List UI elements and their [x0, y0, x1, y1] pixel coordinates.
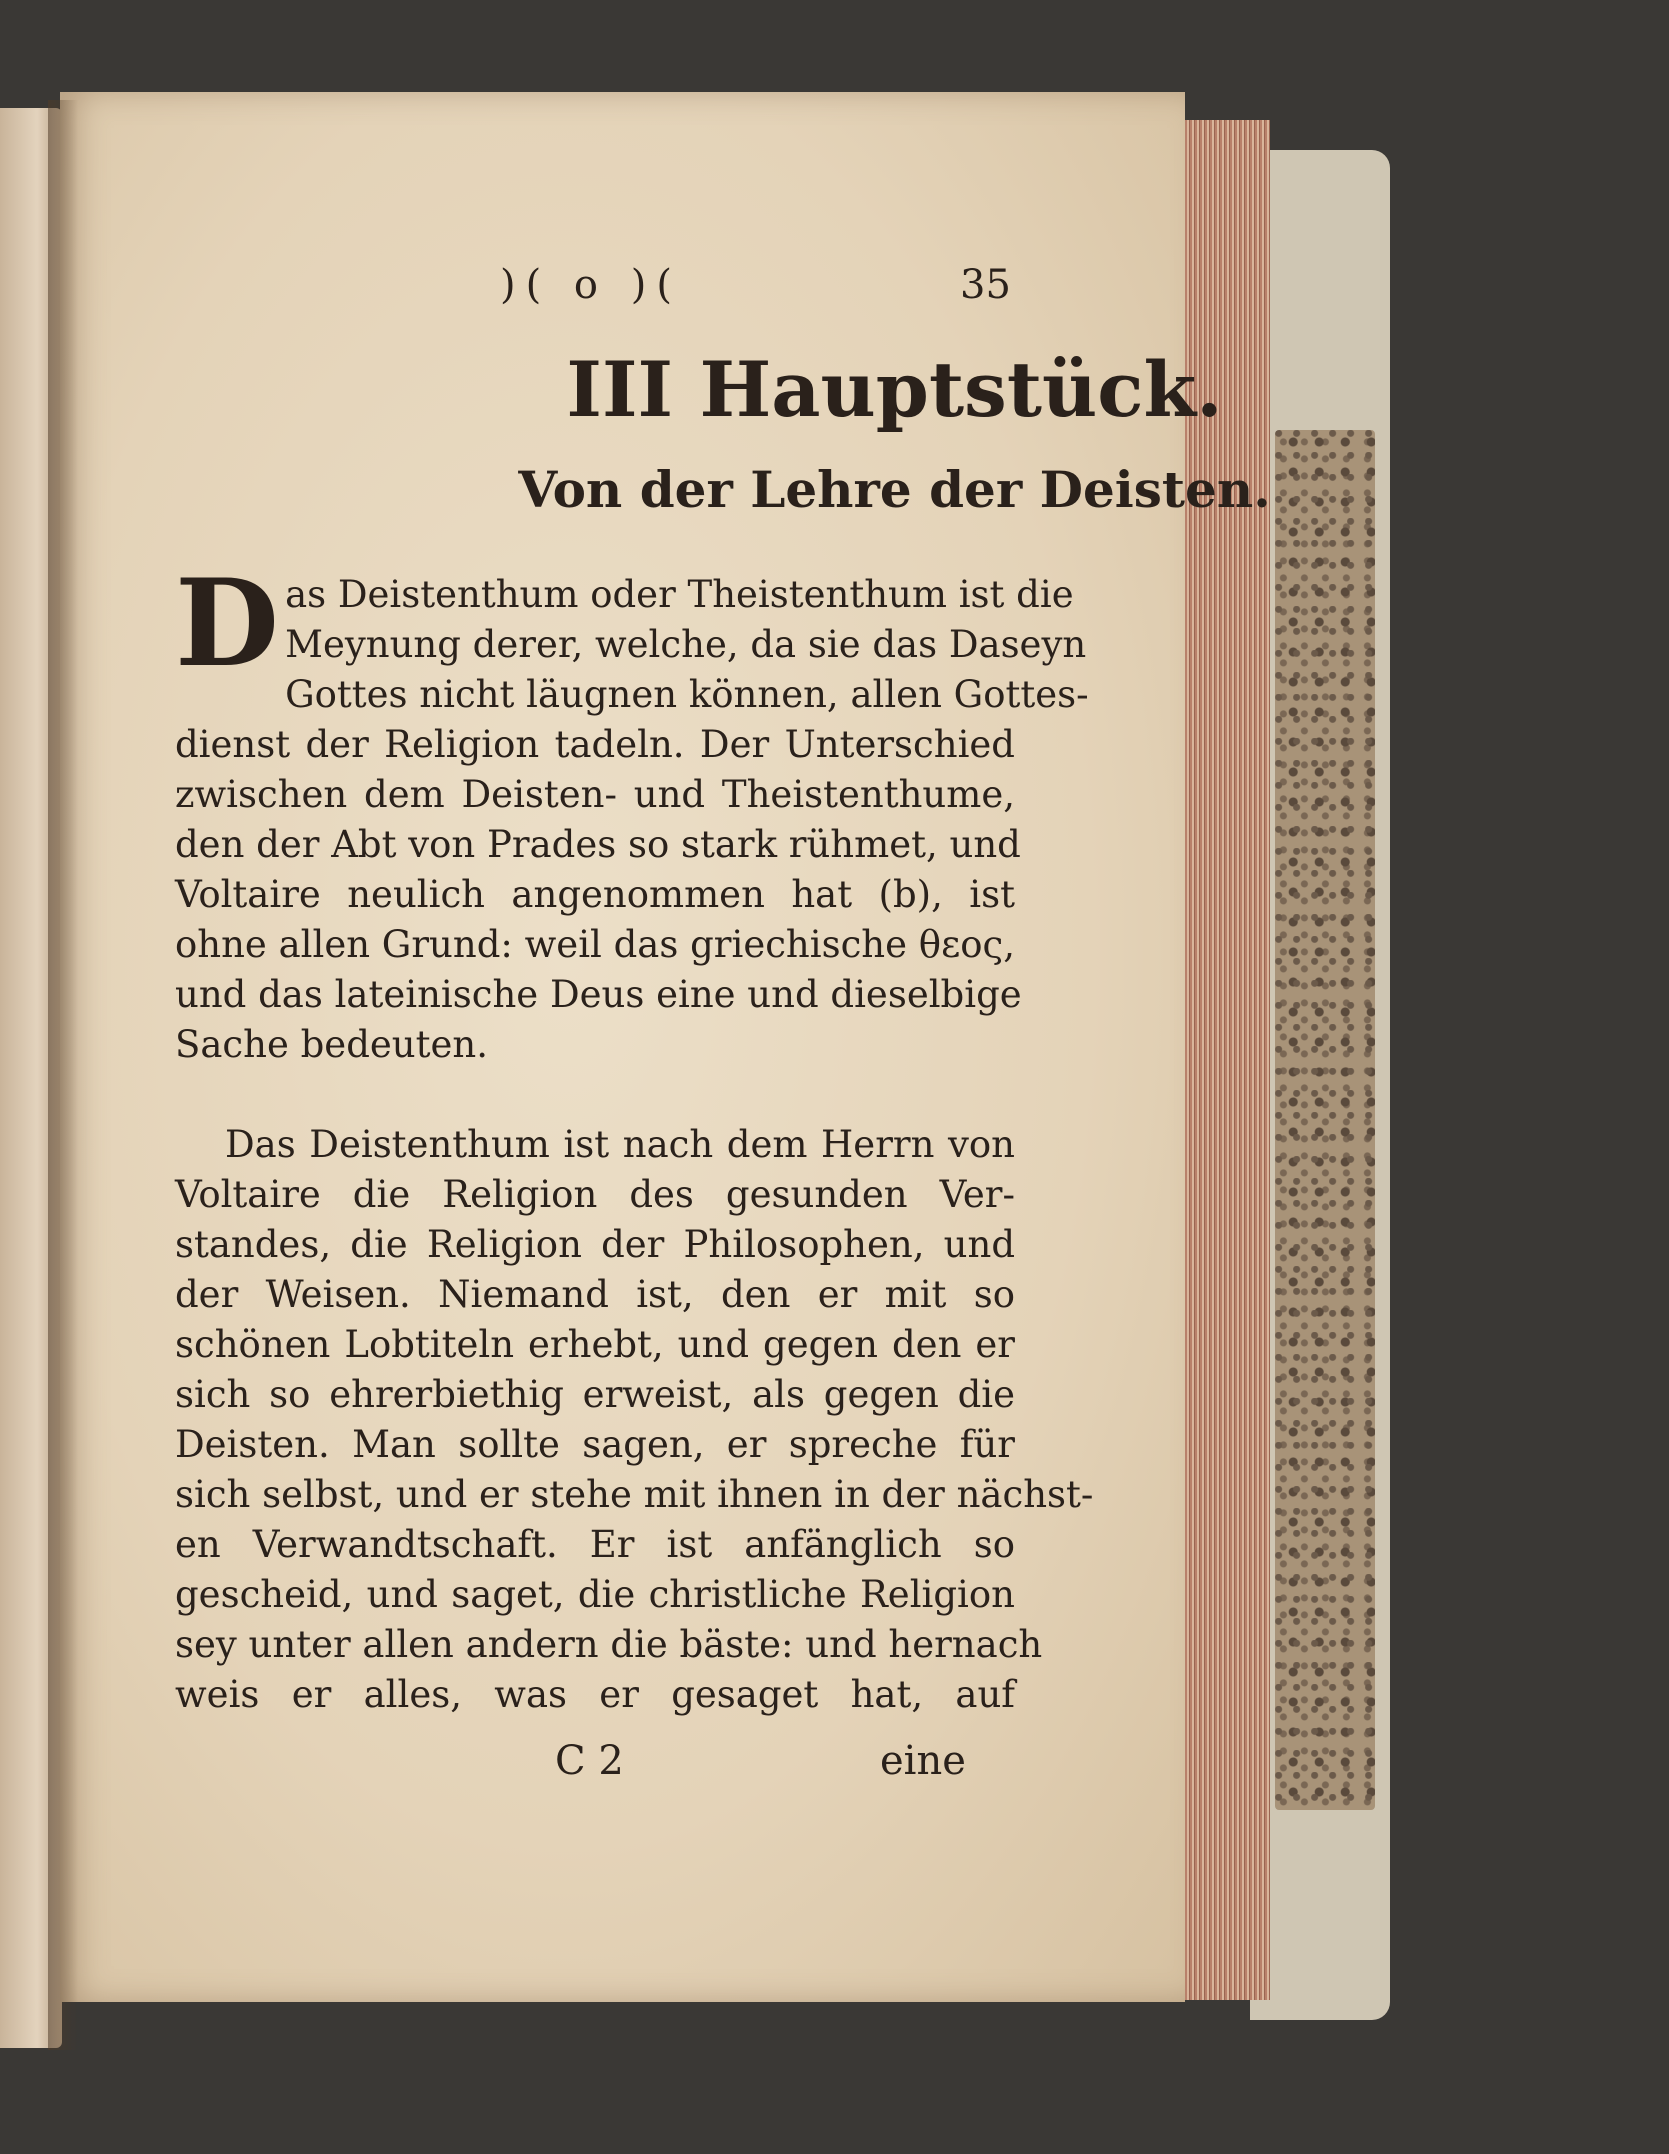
text-line: standes, die Religion der Philosophen, und: [175, 1223, 1015, 1266]
text-line: Das Deistenthum ist nach dem Herrn von: [225, 1123, 1015, 1166]
text-line: der Weisen. Niemand ist, den er mit so: [175, 1273, 1015, 1316]
text-line: en Verwandtschaft. Er ist anfänglich so: [175, 1523, 1015, 1566]
text-line: den der Abt von Prades so stark rühmet, und: [175, 823, 1021, 866]
text-line: Voltaire die Religion des gesunden Ver-: [175, 1173, 1015, 1216]
text-line: Sache bedeuten.: [175, 1023, 488, 1066]
paragraph-1: [175, 553, 1089, 1070]
text-line: gescheid, und saget, die christliche Religion: [175, 1573, 1015, 1616]
text-line: Meynung derer, welche, da sie das Daseyn: [285, 623, 1087, 666]
text-line: ohne allen Grund: weil das griechische θεος,: [175, 923, 1015, 966]
text-line: dienst der Religion tadeln. Der Unterschied: [175, 723, 1015, 766]
header-ornament: )( o )(: [500, 262, 682, 308]
text-line: zwischen dem Deisten- und Theistenthume,: [175, 773, 1015, 816]
signature-mark: C 2: [555, 1738, 624, 1784]
marbled-cover-paper: [1275, 430, 1375, 1810]
text-line: sich selbst, und er stehe mit ihnen in der nächst-: [175, 1473, 1094, 1516]
text-line: und das lateinische Deus eine und dieselbige: [175, 973, 1022, 1016]
text-line: Gottes nicht läugnen können, allen Gottes-: [285, 673, 1089, 716]
text-line: schönen Lobtiteln erhebt, und gegen den er: [175, 1323, 1015, 1366]
paragraph-2: [175, 1120, 1094, 1720]
drop-cap: D: [175, 553, 280, 694]
text-line: Deisten. Man sollte sagen, er spreche für: [175, 1423, 1015, 1466]
text-line: sich so ehrerbiethig erweist, als gegen die: [175, 1373, 1015, 1416]
chapter-subtitle: Von der Lehre der Deisten.: [518, 460, 1271, 519]
text-line: Voltaire neulich angenommen hat (b), ist: [175, 873, 1015, 916]
text-line: sey unter allen andern die bäste: und hernach: [175, 1623, 1043, 1666]
text-line: as Deistenthum oder Theistenthum ist die: [285, 573, 1074, 616]
chapter-title: III Hauptstück.: [566, 345, 1223, 434]
text-line: weis er alles, was er gesaget hat, auf: [175, 1673, 1015, 1716]
catchword: eine: [880, 1738, 966, 1784]
page-number: 35: [960, 262, 1011, 308]
